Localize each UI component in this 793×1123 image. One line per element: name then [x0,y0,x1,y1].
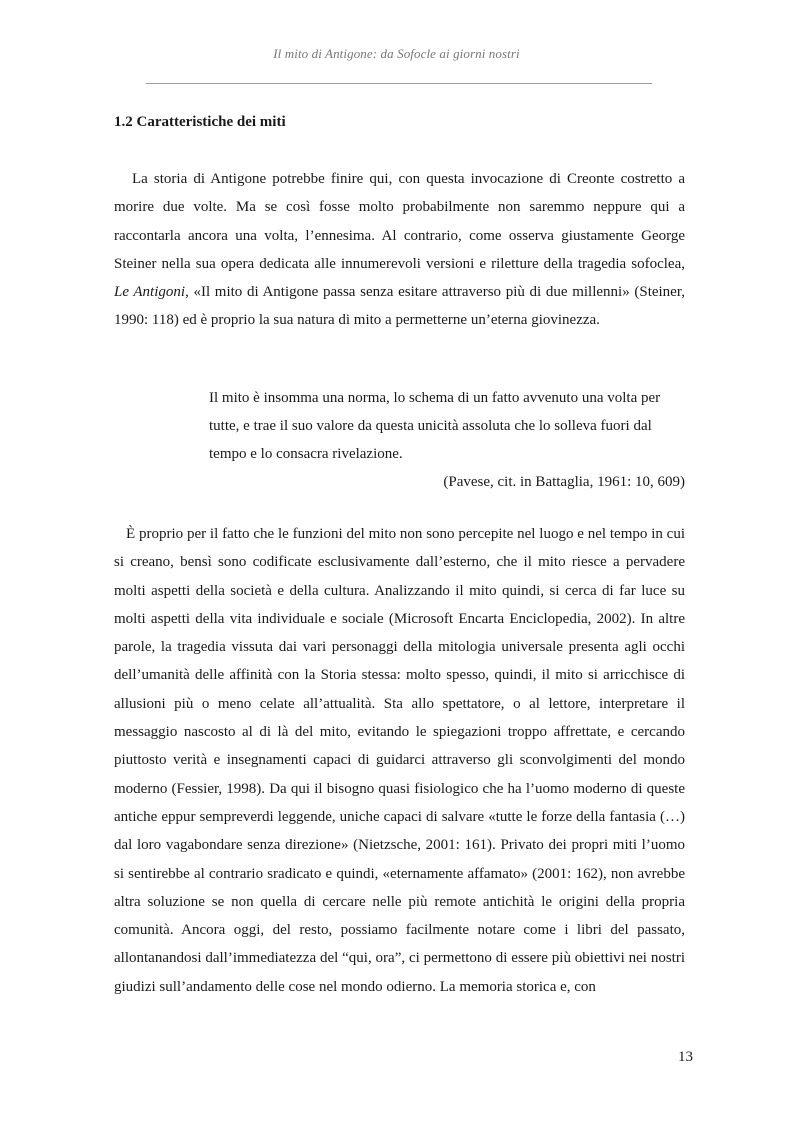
block-quote [209,384,685,496]
block-quote-citation: (Pavese, cit. in Battaglia, 1961: 10, 609) [443,474,685,490]
book-title-le-antigoni: Le Antigoni [114,284,186,301]
paragraph-1-text-end: , «Il mito di Antigone passa senza esitare attraverso più di due millenni» (Steiner, 1990: 118) ed è proprio la sua natura di mito a permetterne un’eterna giovinezza. [114,284,685,329]
paragraph-2: È proprio per il fatto che le funzioni del mito non sono percepite nel luogo e nel tempo in cui si creano, bensì sono codificate esclusivamente dall’esterno, che il mito riesce a pervadere molti aspetti della società e della cultura. Analizzando il mito quindi, si cerca di far luce su molti aspetti della vita individuale e sociale (Microsoft Encarta Enciclopedia, 2002). In altre parole, la tragedia vissuta dai vari personaggi della mitologia universale presenta agli occhi dell’umanità delle affinità con la Storia stessa: molto spesso, quindi, il mito si arricchisce di allusioni più o meno celate all’attualità. Sta allo spettatore, o al lettore, interpretare il messaggio nascosto al di là del mito, evitando le spiegazioni troppo affrettate, e cercando piuttosto verità e insegnamenti capaci di guidarci attraverso gli sconvolgimenti del mondo moderno (Fessier, 1998). Da qui il bisogno quasi fisiologico che ha l’uomo moderno di queste antiche eppur sempreverdi leggende, uniche capaci di salvare «tutte le forze della fantasia (…) dal loro vagabondare senza direzione» (Nietzsche, 2001: 161). Privato dei propri miti l’uomo si sentirebbe al contrario sradicato e quindi, «eternamente affamato» (2001: 162), non avrebbe altra soluzione se non quella di cercare nelle più remote antichità le origini della propria comunità. Ancora oggi, del resto, possiamo facilmente notare come i libri del passato, allontanandosi dall’immediatezza del “qui, ora”, ci permettono di essere più obiettivi nei nostri giudizi sull’andamento delle cose nel mondo odierno. La memoria storica e, con [114,526,685,995]
section-title: 1.2 Caratteristiche dei miti [114,114,286,130]
block-quote-text: Il mito è insomma una norma, lo schema di un fatto avvenuto una volta per tutte, e trae il suo valore da questa unicità assoluta che lo solleva fuori dal tempo e lo consacra rivelazione. [209,390,661,462]
page-number: 13 [678,1049,693,1065]
paragraph-1-text-start: La storia di Antigone potrebbe finire qui, con questa invocazione di Creonte costretto a morire due volte. Ma se così fosse molto probabilmente non saremmo neppure qui a raccontarla ancora una volta, l’ennesima. Al contrario, come osserva giustamente George Steiner nella sua opera dedicata alle innumerevoli versioni e riletture della tragedia sofoclea, [114,171,685,272]
paragraph-1 [114,165,685,335]
header-divider [146,83,652,84]
running-header: Il mito di Antigone: da Sofocle ai giorni nostri [273,46,520,61]
